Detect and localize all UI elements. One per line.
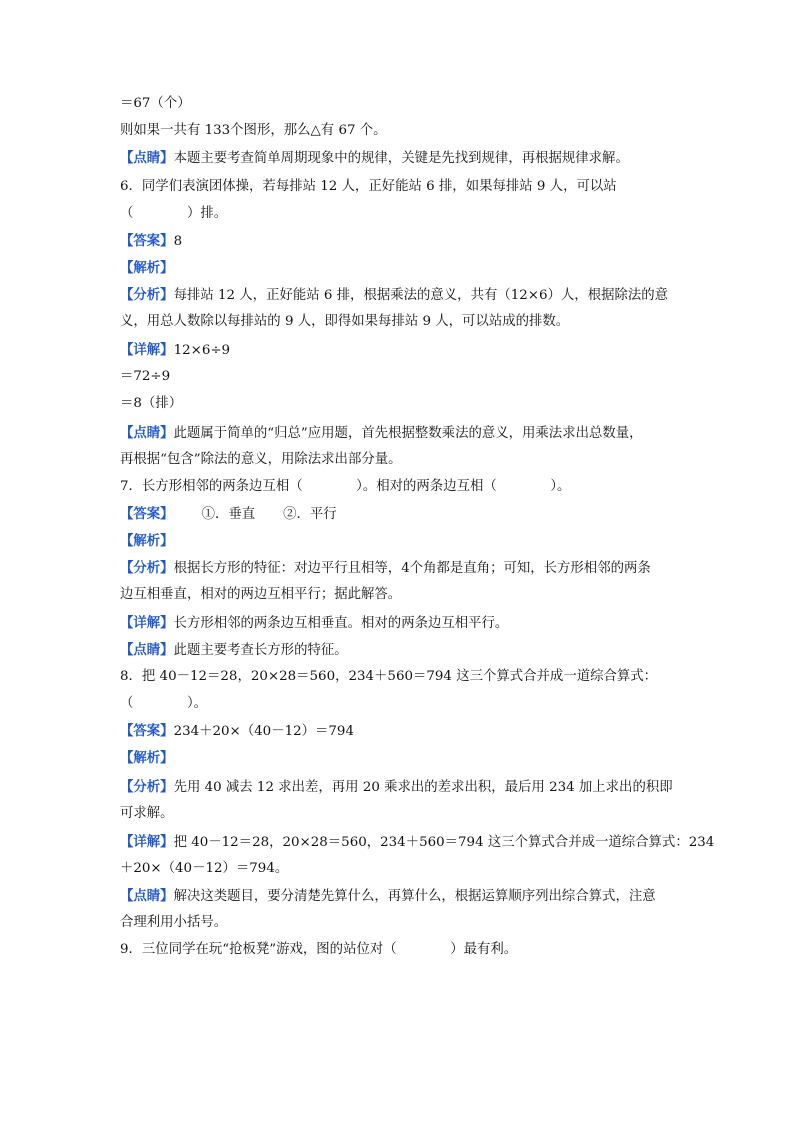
q8-explanation-heading: [120, 748, 174, 769]
q6-analysis-cont: 义，用总人数除以每排站的 9 人，即得如果每排站 9 人，可以站成的排数。: [120, 314, 570, 329]
q6-detail: 【详解】12×6÷9: [120, 342, 231, 358]
calc-result-line: ＝67（个）: [120, 96, 191, 111]
comment-tag: 【点睛】: [120, 888, 174, 904]
q8-comment-cont: 合理利用小括号。: [120, 915, 228, 930]
q8-analysis-cont: 可求解。: [120, 806, 174, 821]
q6-explanation-heading: [120, 258, 174, 279]
q8-question-cont: （ ）。: [120, 696, 208, 711]
q6-question-cont: （ ）排。: [120, 206, 228, 221]
q8-detail-cont: ＋20×（40－12）＝794。: [120, 861, 289, 876]
answer-tag: 【答案】: [120, 233, 174, 249]
analysis-tag: 【分析】: [120, 779, 174, 795]
q6-comment-cont: 再根据“包含”除法的意义，用除法求出部分量。: [120, 452, 402, 467]
comment-tag: 【点睛】: [120, 150, 174, 166]
q7-analysis-cont: 边互相垂直，相对的两边互相平行；据此解答。: [120, 587, 402, 602]
comment-tag: 【点睛】: [120, 425, 174, 441]
q8-question: 8．把 40－12＝28，20×28＝560，234＋560＝794 这三个算式合并成一道综合算式：: [120, 669, 658, 684]
answer-tag: 【答案】: [120, 506, 174, 522]
q7-comment: 【点睛】此题主要考查长方形的特征。: [120, 642, 348, 658]
q8-detail: 【详解】把 40－12＝28，20×28＝560，234＋560＝794 这三个算式合并成一道综合算式：234: [120, 834, 715, 850]
explanation-tag: 【解析】: [120, 533, 174, 549]
q7-answer: 【答案】 ①．垂直 ②．平行: [120, 506, 337, 522]
answer-tag: 【答案】: [120, 723, 174, 739]
q8-answer: 【答案】234＋20×（40－12）＝794: [120, 723, 354, 739]
q5-comment: 【点睛】本题主要考查简单周期现象中的规律，关键是先找到规律，再根据规律求解。: [120, 150, 629, 166]
q7-explanation-heading: [120, 531, 174, 552]
explanation-tag: 【解析】: [120, 260, 174, 276]
q8-comment: 【点睛】解决这类题目，要分清楚先算什么，再算什么，根据运算顺序列出综合算式，注意: [120, 888, 656, 904]
q8-analysis: 【分析】先用 40 减去 12 求出差，再用 20 乘求出的差求出积，最后用 234 加上求出的积即: [120, 779, 673, 795]
detail-tag: 【详解】: [120, 834, 174, 850]
q6-detail-step: ＝72÷9: [120, 369, 171, 384]
analysis-tag: 【分析】: [120, 287, 174, 303]
comment-tag: 【点睛】: [120, 642, 174, 658]
q7-analysis: 【分析】根据长方形的特征：对边平行且相等，4个角都是直角；可知，长方形相邻的两条: [120, 560, 651, 576]
analysis-tag: 【分析】: [120, 560, 174, 576]
explanation-tag: 【解析】: [120, 750, 174, 766]
q6-analysis: 【分析】每排站 12 人，正好能站 6 排，根据乘法的意义，共有（12×6）人，根据除法的意: [120, 287, 669, 303]
detail-tag: 【详解】: [120, 342, 174, 358]
detail-tag: 【详解】: [120, 615, 174, 631]
q7-detail: 【详解】长方形相邻的两条边互相垂直。相对的两条边互相平行。: [120, 615, 509, 631]
q7-question: 7．长方形相邻的两条边互相（ ）。相对的两条边互相（ ）。: [120, 479, 571, 494]
q6-comment: 【点睛】此题属于简单的“归总”应用题，首先根据整数乘法的意义，用乘法求出总数量，: [120, 425, 643, 441]
q6-question: 6．同学们表演团体操，若每排站 12 人，正好能站 6 排，如果每排站 9 人，可以站: [120, 179, 617, 194]
q6-detail-result: ＝8（排）: [120, 396, 183, 411]
q9-question: 9．三位同学在玩“抢板凳”游戏，图的站位对（ ）最有利。: [120, 942, 518, 957]
q6-answer: 【答案】8: [120, 233, 183, 249]
conclusion-line: 则如果一共有 133个图形，那么△有 67 个。: [120, 123, 387, 138]
